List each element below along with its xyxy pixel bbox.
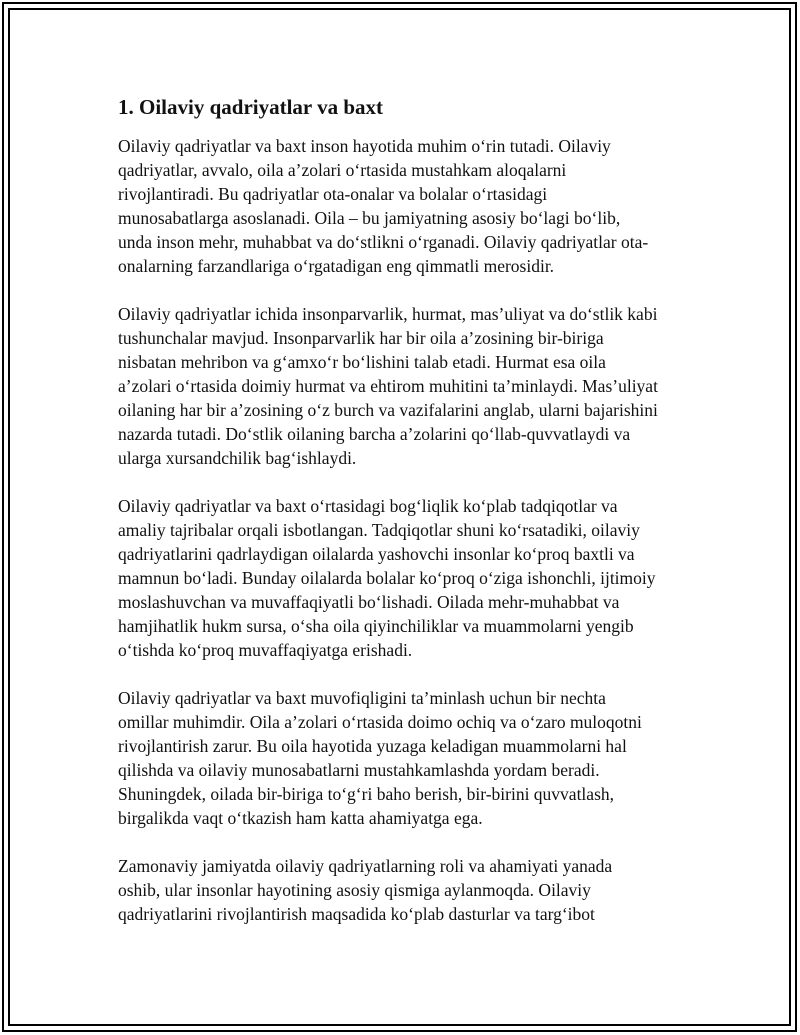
text-line: birgalikda vaqt o‘tkazish ham katta ahamiyatga ega. (118, 808, 483, 828)
text-line: Oilaviy qadriyatlar va baxt inson hayotida muhim o‘rin tutadi. Oilaviy (118, 136, 611, 156)
paragraph-4 (118, 686, 693, 830)
text-line: onalarning farzandlariga o‘rgatadigan eng qimmatli merosidir. (118, 256, 555, 276)
text-line: munosabatlarga asoslanadi. Oila – bu jamiyatning asosiy bo‘lagi bo‘lib, (118, 208, 621, 228)
text-line: ularga xursandchilik bag‘ishlaydi. (118, 448, 357, 468)
document-body (118, 92, 693, 950)
text-line: Oilaviy qadriyatlar ichida insonparvarlik, hurmat, mas’uliyat va do‘stlik kabi (118, 304, 658, 324)
text-line: Oilaviy qadriyatlar va baxt o‘rtasidagi bog‘liqlik ko‘plab tadqiqotlar va (118, 496, 618, 516)
text-line: oshib, ular insonlar hayotining asosiy qismiga aylanmoqda. Oilaviy (118, 880, 591, 900)
text-line: nazarda tutadi. Do‘stlik oilaning barcha a’zolarini qo‘llab-quvvatlaydi va (118, 424, 631, 444)
text-line: Oilaviy qadriyatlar va baxt muvofiqligini ta’minlash uchun bir nechta (118, 688, 606, 708)
paragraph-2 (118, 302, 693, 470)
text-line: hamjihatlik hukm sursa, o‘sha oila qiyinchiliklar va muammolarni yengib (118, 616, 634, 636)
text-line: moslashuvchan va muvaffaqiyatli bo‘lishadi. Oilada mehr-muhabbat va (118, 592, 620, 612)
text-line: omillar muhimdir. Oila a’zolari o‘rtasida doimo ochiq va o‘zaro muloqotni (118, 712, 642, 732)
text-line: tushunchalar mavjud. Insonparvarlik har bir oila a’zosining bir-biriga (118, 328, 604, 348)
paragraph-3 (118, 494, 693, 662)
text-line: Zamonaviy jamiyatda oilaviy qadriyatlarning roli va ahamiyati yanada (118, 856, 613, 876)
text-line: qilishda va oilaviy munosabatlarni mustahkamlashda yordam beradi. (118, 760, 600, 780)
section-heading: 1. Oilaviy qadriyatlar va baxt (118, 95, 384, 119)
text-line: rivojlantirish zarur. Bu oila hayotida yuzaga keladigan muammolarni hal (118, 736, 627, 756)
text-line: o‘tishda ko‘proq muvaffaqiyatga erishadi. (118, 640, 413, 660)
text-line: qadriyatlar, avvalo, oila a’zolari o‘rtasida mustahkam aloqalarni (118, 160, 567, 180)
text-line: a’zolari o‘rtasida doimiy hurmat va ehtirom muhitini ta’minlaydi. Mas’uliyat (118, 376, 658, 396)
paragraph-1 (118, 134, 693, 278)
paragraph-5 (118, 854, 693, 926)
text-line: mamnun bo‘ladi. Bunday oilalarda bolalar ko‘proq o‘ziga ishonchli, ijtimoiy (118, 568, 656, 588)
text-line: amaliy tajribalar orqali isbotlangan. Tadqiqotlar shuni ko‘rsatadiki, oilaviy (118, 520, 640, 540)
text-line: Shuningdek, oilada bir-biriga to‘g‘ri baho berish, bir-birini quvvatlash, (118, 784, 614, 804)
text-line: oilaning har bir a’zosining o‘z burch va vazifalarini anglab, ularni bajarishini (118, 400, 658, 420)
text-line: nisbatan mehribon va g‘amxo‘r bo‘lishini talab etadi. Hurmat esa oila (118, 352, 606, 372)
text-line: qadriyatlarini rivojlantirish maqsadida ko‘plab dasturlar va targ‘ibot (118, 904, 595, 924)
text-line: rivojlantiradi. Bu qadriyatlar ota-onalar va bolalar o‘rtasidagi (118, 184, 548, 204)
text-line: unda inson mehr, muhabbat va do‘stlikni o‘rganadi. Oilaviy qadriyatlar ota- (118, 232, 649, 252)
text-line: qadriyatlarini qadrlaydigan oilalarda yashovchi insonlar ko‘proq baxtli va (118, 544, 635, 564)
